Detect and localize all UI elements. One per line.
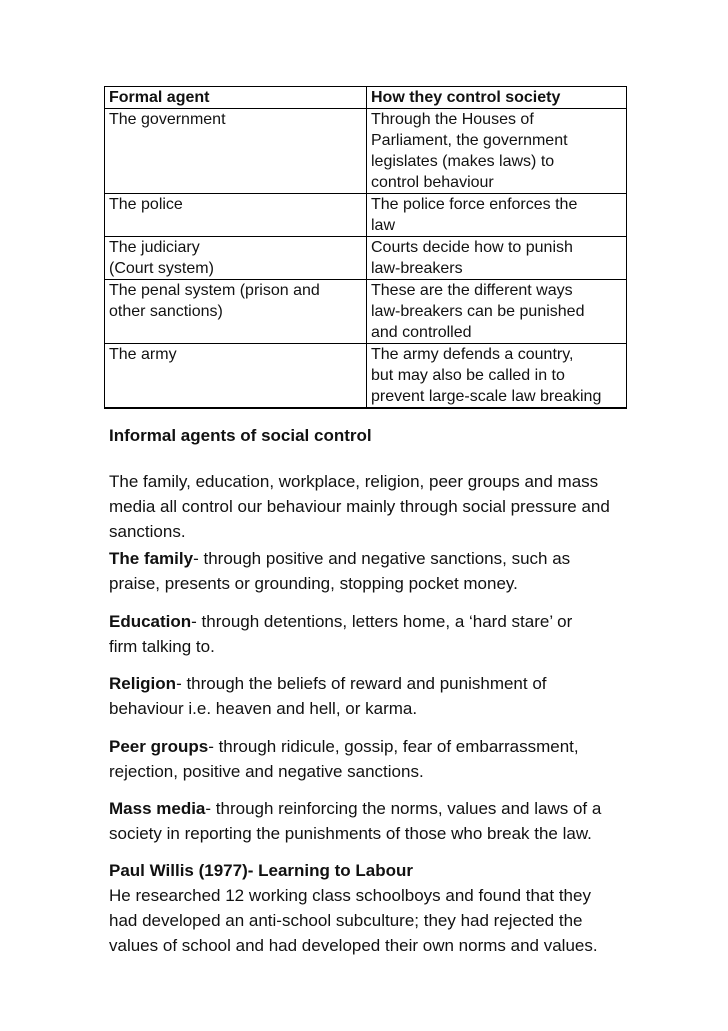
item-line: praise, presents or grounding, stopping pocket money. [109,574,518,593]
how-line: control behaviour [371,174,494,191]
table-row [105,344,627,409]
intro-line: sanctions. [109,522,186,541]
how-cell [367,344,627,409]
how-line: Through the Houses of [371,111,534,128]
agent-line: The police [109,196,183,213]
table-row [105,280,627,344]
informal-intro [109,469,629,544]
willis-line: He researched 12 working class schoolboys and found that they [109,886,591,905]
table-row [105,194,627,237]
how-line: Courts decide how to punish [371,239,573,256]
how-line: Parliament, the government [371,132,568,149]
how-line: The police force enforces the [371,196,578,213]
agent-cell [105,237,367,280]
item-line: - through positive and negative sanctions, such as [193,549,571,568]
agent-cell [105,194,367,237]
how-line: prevent large-scale law breaking [371,388,602,405]
how-line: These are the different ways [371,282,573,299]
item-line: society in reporting the punishments of those who break the law. [109,824,592,843]
item-education [109,609,629,659]
item-religion [109,671,629,721]
how-cell [367,194,627,237]
how-cell [367,237,627,280]
item-term: Peer groups [109,737,209,756]
table-header-row [105,87,627,109]
item-line: - through ridicule, gossip, fear of embarrassment, [208,737,579,756]
agent-line: The judiciary [109,239,200,256]
column-header-how-control: How they control society [367,87,627,109]
agent-line: The penal system (prison and [109,282,320,299]
willis-line: values of school and had developed their own norms and values. [109,936,598,955]
item-line: - through the beliefs of reward and punishment of [176,674,547,693]
intro-line: media all control our behaviour mainly through social pressure and [109,497,610,516]
how-line: but may also be called in to [371,367,565,384]
item-line: behaviour i.e. heaven and hell, or karma. [109,699,418,718]
formal-agents-table [104,86,627,409]
column-header-formal-agent: Formal agent [105,87,367,109]
intro-line: The family, education, workplace, religion, peer groups and mass [109,472,599,491]
informal-heading: Informal agents of social control [109,426,372,445]
item-line: - through reinforcing the norms, values and laws of a [205,799,602,818]
item-mass-media [109,796,629,846]
how-line: law-breakers [371,260,463,277]
agent-cell [105,109,367,194]
agent-line: (Court system) [109,260,214,277]
table-row [105,109,627,194]
how-line: law [371,217,396,234]
table-row [105,237,627,280]
agent-line: The government [109,111,226,128]
agent-cell [105,344,367,409]
item-term: Mass media [109,799,206,818]
how-line: The army defends a country, [371,346,574,363]
item-term: Religion [109,674,177,693]
informal-section [109,423,629,544]
item-line: rejection, positive and negative sanctions. [109,762,424,781]
willis-line: had developed an anti-school subculture; they had rejected the [109,911,583,930]
how-line: and controlled [371,324,472,341]
item-line: firm talking to. [109,637,215,656]
agent-line: The army [109,346,177,363]
how-line: law-breakers can be punished [371,303,585,320]
item-line: - through detentions, letters home, a ‘hard stare’ or [191,612,573,631]
agent-cell [105,280,367,344]
item-term: The family [109,549,194,568]
item-family [109,546,629,596]
how-line: legislates (makes laws) to [371,153,555,170]
item-peer-groups [109,734,629,784]
how-cell [367,109,627,194]
agent-line: other sanctions) [109,303,223,320]
how-cell [367,280,627,344]
willis-heading: Paul Willis (1977)- Learning to Labour [109,861,413,880]
item-term: Education [109,612,192,631]
willis-section [109,858,629,958]
